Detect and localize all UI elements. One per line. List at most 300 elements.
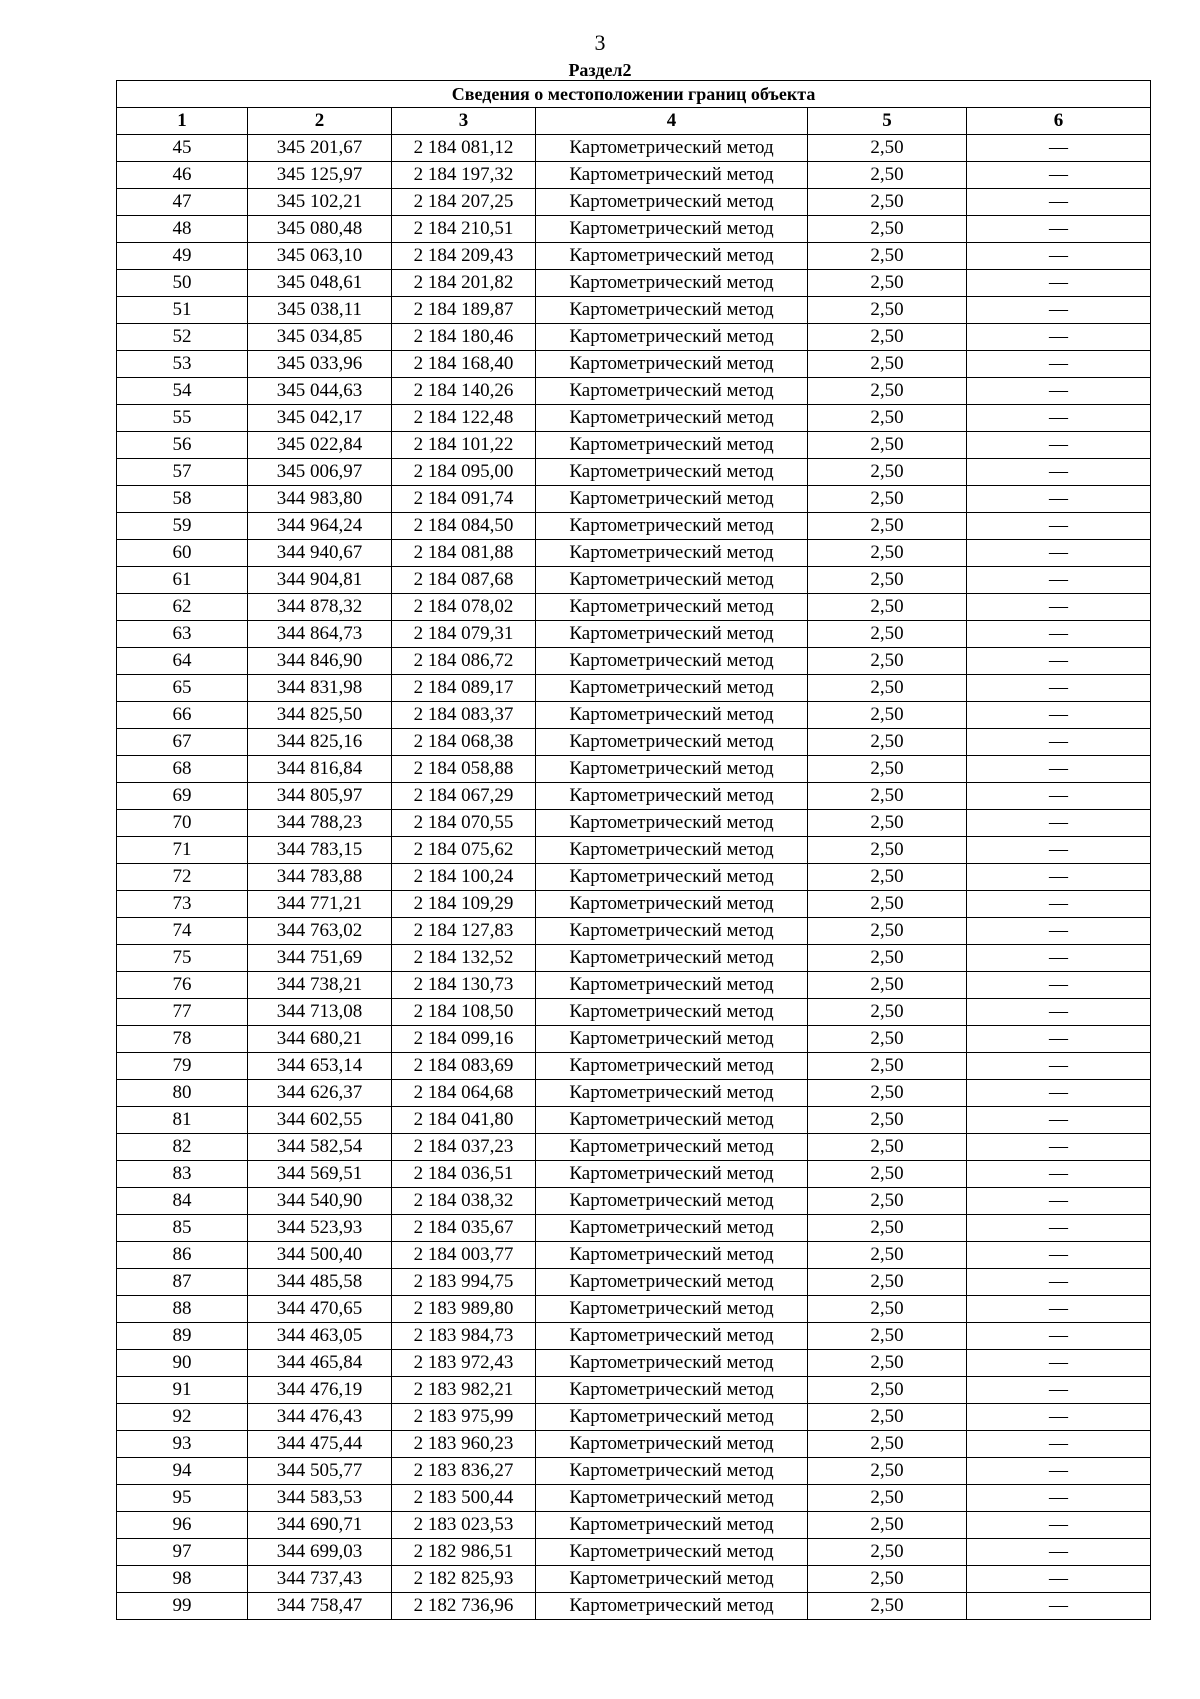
table-row <box>117 1593 1151 1620</box>
table-row <box>117 594 1151 621</box>
description-cell: — <box>967 1215 1151 1242</box>
accuracy-cell: 2,50 <box>808 594 967 621</box>
table-row <box>117 486 1151 513</box>
accuracy-cell: 2,50 <box>808 351 967 378</box>
method-cell: Картометрический метод <box>536 756 808 783</box>
description-cell: — <box>967 648 1151 675</box>
accuracy-cell: 2,50 <box>808 1026 967 1053</box>
method-cell: Картометрический метод <box>536 351 808 378</box>
point-number-cell: 56 <box>117 432 248 459</box>
method-cell: Картометрический метод <box>536 1269 808 1296</box>
section-title: Раздел2 <box>568 60 632 80</box>
x-coordinate-cell: 345 048,61 <box>248 270 392 297</box>
point-number-cell: 61 <box>117 567 248 594</box>
description-cell: — <box>967 1458 1151 1485</box>
x-coordinate-cell: 344 680,21 <box>248 1026 392 1053</box>
x-coordinate-cell: 344 783,15 <box>248 837 392 864</box>
accuracy-cell: 2,50 <box>808 837 967 864</box>
table-body <box>117 135 1151 1620</box>
y-coordinate-cell: 2 184 079,31 <box>392 621 536 648</box>
x-coordinate-cell: 344 485,58 <box>248 1269 392 1296</box>
table-row <box>117 837 1151 864</box>
y-coordinate-cell: 2 184 197,32 <box>392 162 536 189</box>
method-cell: Картометрический метод <box>536 1404 808 1431</box>
point-number-cell: 77 <box>117 999 248 1026</box>
method-cell: Картометрический метод <box>536 1242 808 1269</box>
description-cell: — <box>967 702 1151 729</box>
method-cell: Картометрический метод <box>536 1566 808 1593</box>
accuracy-cell: 2,50 <box>808 297 967 324</box>
y-coordinate-cell: 2 184 058,88 <box>392 756 536 783</box>
method-cell: Картометрический метод <box>536 378 808 405</box>
accuracy-cell: 2,50 <box>808 945 967 972</box>
x-coordinate-cell: 344 940,67 <box>248 540 392 567</box>
description-cell: — <box>967 945 1151 972</box>
point-number-cell: 57 <box>117 459 248 486</box>
table-row <box>117 945 1151 972</box>
point-number-cell: 93 <box>117 1431 248 1458</box>
x-coordinate-cell: 344 846,90 <box>248 648 392 675</box>
x-coordinate-cell: 344 582,54 <box>248 1134 392 1161</box>
accuracy-cell: 2,50 <box>808 1485 967 1512</box>
point-number-cell: 74 <box>117 918 248 945</box>
method-cell: Картометрический метод <box>536 918 808 945</box>
description-cell: — <box>967 837 1151 864</box>
method-cell: Картометрический метод <box>536 972 808 999</box>
table-row <box>117 270 1151 297</box>
method-cell: Картометрический метод <box>536 567 808 594</box>
accuracy-cell: 2,50 <box>808 675 967 702</box>
point-number-cell: 79 <box>117 1053 248 1080</box>
point-number-cell: 67 <box>117 729 248 756</box>
y-coordinate-cell: 2 184 037,23 <box>392 1134 536 1161</box>
y-coordinate-cell: 2 184 089,17 <box>392 675 536 702</box>
y-coordinate-cell: 2 184 081,88 <box>392 540 536 567</box>
y-coordinate-cell: 2 184 083,37 <box>392 702 536 729</box>
y-coordinate-cell: 2 183 989,80 <box>392 1296 536 1323</box>
point-number-cell: 58 <box>117 486 248 513</box>
y-coordinate-cell: 2 182 825,93 <box>392 1566 536 1593</box>
x-coordinate-cell: 344 713,08 <box>248 999 392 1026</box>
method-cell: Картометрический метод <box>536 540 808 567</box>
x-coordinate-cell: 344 569,51 <box>248 1161 392 1188</box>
table-row <box>117 864 1151 891</box>
accuracy-cell: 2,50 <box>808 621 967 648</box>
accuracy-cell: 2,50 <box>808 918 967 945</box>
accuracy-cell: 2,50 <box>808 1431 967 1458</box>
column-header: 4 <box>536 108 808 135</box>
table-row <box>117 1350 1151 1377</box>
accuracy-cell: 2,50 <box>808 513 967 540</box>
x-coordinate-cell: 344 904,81 <box>248 567 392 594</box>
x-coordinate-cell: 344 825,16 <box>248 729 392 756</box>
y-coordinate-cell: 2 184 130,73 <box>392 972 536 999</box>
table-row <box>117 378 1151 405</box>
description-cell: — <box>967 594 1151 621</box>
method-cell: Картометрический метод <box>536 432 808 459</box>
point-number-cell: 50 <box>117 270 248 297</box>
accuracy-cell: 2,50 <box>808 999 967 1026</box>
x-coordinate-cell: 345 063,10 <box>248 243 392 270</box>
description-cell: — <box>967 486 1151 513</box>
x-coordinate-cell: 344 505,77 <box>248 1458 392 1485</box>
accuracy-cell: 2,50 <box>808 1053 967 1080</box>
x-coordinate-cell: 344 476,43 <box>248 1404 392 1431</box>
accuracy-cell: 2,50 <box>808 324 967 351</box>
point-number-cell: 96 <box>117 1512 248 1539</box>
y-coordinate-cell: 2 184 075,62 <box>392 837 536 864</box>
x-coordinate-cell: 345 022,84 <box>248 432 392 459</box>
x-coordinate-cell: 344 805,97 <box>248 783 392 810</box>
y-coordinate-cell: 2 183 975,99 <box>392 1404 536 1431</box>
x-coordinate-cell: 345 080,48 <box>248 216 392 243</box>
description-cell: — <box>967 1296 1151 1323</box>
table-row <box>117 729 1151 756</box>
accuracy-cell: 2,50 <box>808 810 967 837</box>
y-coordinate-cell: 2 184 140,26 <box>392 378 536 405</box>
method-cell: Картометрический метод <box>536 459 808 486</box>
table-row <box>117 999 1151 1026</box>
y-coordinate-cell: 2 184 064,68 <box>392 1080 536 1107</box>
page-number: 3 <box>594 30 606 55</box>
method-cell: Картометрический метод <box>536 1026 808 1053</box>
description-cell: — <box>967 1053 1151 1080</box>
table-row <box>117 621 1151 648</box>
description-cell: — <box>967 378 1151 405</box>
table-row <box>117 1215 1151 1242</box>
table-row <box>117 1242 1151 1269</box>
table-row <box>117 513 1151 540</box>
point-number-cell: 92 <box>117 1404 248 1431</box>
point-number-cell: 71 <box>117 837 248 864</box>
y-coordinate-cell: 2 184 068,38 <box>392 729 536 756</box>
y-coordinate-cell: 2 183 500,44 <box>392 1485 536 1512</box>
description-cell: — <box>967 1404 1151 1431</box>
point-number-cell: 70 <box>117 810 248 837</box>
accuracy-cell: 2,50 <box>808 1296 967 1323</box>
accuracy-cell: 2,50 <box>808 1161 967 1188</box>
method-cell: Картометрический метод <box>536 648 808 675</box>
x-coordinate-cell: 345 038,11 <box>248 297 392 324</box>
description-cell: — <box>967 729 1151 756</box>
point-number-cell: 86 <box>117 1242 248 1269</box>
method-cell: Картометрический метод <box>536 1134 808 1161</box>
y-coordinate-cell: 2 184 207,25 <box>392 189 536 216</box>
description-cell: — <box>967 135 1151 162</box>
description-cell: — <box>967 189 1151 216</box>
accuracy-cell: 2,50 <box>808 783 967 810</box>
y-coordinate-cell: 2 183 972,43 <box>392 1350 536 1377</box>
y-coordinate-cell: 2 183 836,27 <box>392 1458 536 1485</box>
point-number-cell: 88 <box>117 1296 248 1323</box>
method-cell: Картометрический метод <box>536 999 808 1026</box>
column-header: 5 <box>808 108 967 135</box>
accuracy-cell: 2,50 <box>808 1269 967 1296</box>
description-cell: — <box>967 297 1151 324</box>
y-coordinate-cell: 2 184 087,68 <box>392 567 536 594</box>
x-coordinate-cell: 344 751,69 <box>248 945 392 972</box>
table-row <box>117 405 1151 432</box>
y-coordinate-cell: 2 184 109,29 <box>392 891 536 918</box>
description-cell: — <box>967 216 1151 243</box>
description-cell: — <box>967 891 1151 918</box>
y-coordinate-cell: 2 184 127,83 <box>392 918 536 945</box>
x-coordinate-cell: 344 540,90 <box>248 1188 392 1215</box>
description-cell: — <box>967 999 1151 1026</box>
description-cell: — <box>967 621 1151 648</box>
x-coordinate-cell: 345 034,85 <box>248 324 392 351</box>
description-cell: — <box>967 1377 1151 1404</box>
description-cell: — <box>967 1188 1151 1215</box>
x-coordinate-cell: 344 583,53 <box>248 1485 392 1512</box>
method-cell: Картометрический метод <box>536 621 808 648</box>
table-row <box>117 432 1151 459</box>
method-cell: Картометрический метод <box>536 810 808 837</box>
accuracy-cell: 2,50 <box>808 1242 967 1269</box>
method-cell: Картометрический метод <box>536 1593 808 1620</box>
table-row <box>117 1269 1151 1296</box>
y-coordinate-cell: 2 184 003,77 <box>392 1242 536 1269</box>
accuracy-cell: 2,50 <box>808 378 967 405</box>
table-row <box>117 1539 1151 1566</box>
table-row <box>117 567 1151 594</box>
y-coordinate-cell: 2 184 067,29 <box>392 783 536 810</box>
description-cell: — <box>967 324 1151 351</box>
y-coordinate-cell: 2 183 023,53 <box>392 1512 536 1539</box>
x-coordinate-cell: 345 102,21 <box>248 189 392 216</box>
method-cell: Картометрический метод <box>536 837 808 864</box>
table-row <box>117 459 1151 486</box>
y-coordinate-cell: 2 184 108,50 <box>392 999 536 1026</box>
point-number-cell: 66 <box>117 702 248 729</box>
table-row <box>117 1161 1151 1188</box>
x-coordinate-cell: 344 653,14 <box>248 1053 392 1080</box>
accuracy-cell: 2,50 <box>808 486 967 513</box>
description-cell: — <box>967 162 1151 189</box>
accuracy-cell: 2,50 <box>808 1512 967 1539</box>
description-cell: — <box>967 432 1151 459</box>
x-coordinate-cell: 344 737,43 <box>248 1566 392 1593</box>
point-number-cell: 45 <box>117 135 248 162</box>
method-cell: Картометрический метод <box>536 1485 808 1512</box>
method-cell: Картометрический метод <box>536 1431 808 1458</box>
point-number-cell: 75 <box>117 945 248 972</box>
table-row <box>117 891 1151 918</box>
method-cell: Картометрический метод <box>536 243 808 270</box>
accuracy-cell: 2,50 <box>808 270 967 297</box>
description-cell: — <box>967 918 1151 945</box>
method-cell: Картометрический метод <box>536 1539 808 1566</box>
x-coordinate-cell: 344 500,40 <box>248 1242 392 1269</box>
x-coordinate-cell: 344 788,23 <box>248 810 392 837</box>
column-header: 6 <box>967 108 1151 135</box>
description-cell: — <box>967 756 1151 783</box>
accuracy-cell: 2,50 <box>808 1215 967 1242</box>
table-row <box>117 324 1151 351</box>
y-coordinate-cell: 2 184 180,46 <box>392 324 536 351</box>
point-number-cell: 52 <box>117 324 248 351</box>
accuracy-cell: 2,50 <box>808 756 967 783</box>
accuracy-cell: 2,50 <box>808 1593 967 1620</box>
method-cell: Картометрический метод <box>536 162 808 189</box>
table-row <box>117 1377 1151 1404</box>
x-coordinate-cell: 344 626,37 <box>248 1080 392 1107</box>
table-caption-row <box>117 81 1151 108</box>
accuracy-cell: 2,50 <box>808 1323 967 1350</box>
description-cell: — <box>967 1107 1151 1134</box>
table-row <box>117 1566 1151 1593</box>
accuracy-cell: 2,50 <box>808 1188 967 1215</box>
accuracy-cell: 2,50 <box>808 162 967 189</box>
table-row <box>117 756 1151 783</box>
table-row <box>117 1026 1151 1053</box>
table-row <box>117 1134 1151 1161</box>
point-number-cell: 91 <box>117 1377 248 1404</box>
x-coordinate-cell: 344 523,93 <box>248 1215 392 1242</box>
method-cell: Картометрический метод <box>536 702 808 729</box>
accuracy-cell: 2,50 <box>808 216 967 243</box>
x-coordinate-cell: 344 864,73 <box>248 621 392 648</box>
method-cell: Картометрический метод <box>536 216 808 243</box>
point-number-cell: 63 <box>117 621 248 648</box>
y-coordinate-cell: 2 182 736,96 <box>392 1593 536 1620</box>
y-coordinate-cell: 2 184 035,67 <box>392 1215 536 1242</box>
description-cell: — <box>967 459 1151 486</box>
y-coordinate-cell: 2 184 095,00 <box>392 459 536 486</box>
table-row <box>117 1323 1151 1350</box>
boundary-coordinates-table <box>116 80 1151 1620</box>
x-coordinate-cell: 344 825,50 <box>248 702 392 729</box>
accuracy-cell: 2,50 <box>808 729 967 756</box>
point-number-cell: 97 <box>117 1539 248 1566</box>
table-row <box>117 1485 1151 1512</box>
table-caption: Сведения о местоположении границ объекта <box>117 81 1151 108</box>
y-coordinate-cell: 2 184 189,87 <box>392 297 536 324</box>
point-number-cell: 64 <box>117 648 248 675</box>
point-number-cell: 78 <box>117 1026 248 1053</box>
point-number-cell: 72 <box>117 864 248 891</box>
point-number-cell: 60 <box>117 540 248 567</box>
description-cell: — <box>967 1485 1151 1512</box>
description-cell: — <box>967 972 1151 999</box>
description-cell: — <box>967 675 1151 702</box>
table-row <box>117 1296 1151 1323</box>
accuracy-cell: 2,50 <box>808 1107 967 1134</box>
y-coordinate-cell: 2 182 986,51 <box>392 1539 536 1566</box>
table-row <box>117 783 1151 810</box>
method-cell: Картометрический метод <box>536 864 808 891</box>
y-coordinate-cell: 2 184 036,51 <box>392 1161 536 1188</box>
y-coordinate-cell: 2 184 201,82 <box>392 270 536 297</box>
y-coordinate-cell: 2 184 086,72 <box>392 648 536 675</box>
x-coordinate-cell: 344 771,21 <box>248 891 392 918</box>
accuracy-cell: 2,50 <box>808 1134 967 1161</box>
method-cell: Картометрический метод <box>536 513 808 540</box>
table-row <box>117 135 1151 162</box>
method-cell: Картометрический метод <box>536 1377 808 1404</box>
point-number-cell: 87 <box>117 1269 248 1296</box>
table-row <box>117 1107 1151 1134</box>
method-cell: Картометрический метод <box>536 945 808 972</box>
point-number-cell: 47 <box>117 189 248 216</box>
method-cell: Картометрический метод <box>536 1188 808 1215</box>
x-coordinate-cell: 344 699,03 <box>248 1539 392 1566</box>
point-number-cell: 59 <box>117 513 248 540</box>
method-cell: Картометрический метод <box>536 135 808 162</box>
point-number-cell: 46 <box>117 162 248 189</box>
description-cell: — <box>967 864 1151 891</box>
point-number-cell: 82 <box>117 1134 248 1161</box>
y-coordinate-cell: 2 184 041,80 <box>392 1107 536 1134</box>
y-coordinate-cell: 2 183 994,75 <box>392 1269 536 1296</box>
column-header: 2 <box>248 108 392 135</box>
y-coordinate-cell: 2 183 960,23 <box>392 1431 536 1458</box>
description-cell: — <box>967 783 1151 810</box>
description-cell: — <box>967 1026 1151 1053</box>
table-row <box>117 297 1151 324</box>
point-number-cell: 53 <box>117 351 248 378</box>
accuracy-cell: 2,50 <box>808 1539 967 1566</box>
method-cell: Картометрический метод <box>536 486 808 513</box>
y-coordinate-cell: 2 184 099,16 <box>392 1026 536 1053</box>
x-coordinate-cell: 344 816,84 <box>248 756 392 783</box>
method-cell: Картометрический метод <box>536 1215 808 1242</box>
table-row <box>117 351 1151 378</box>
point-number-cell: 80 <box>117 1080 248 1107</box>
method-cell: Картометрический метод <box>536 1323 808 1350</box>
table-row <box>117 1404 1151 1431</box>
method-cell: Картометрический метод <box>536 1080 808 1107</box>
table-row <box>117 972 1151 999</box>
accuracy-cell: 2,50 <box>808 702 967 729</box>
point-number-cell: 62 <box>117 594 248 621</box>
description-cell: — <box>967 1242 1151 1269</box>
table-row <box>117 243 1151 270</box>
description-cell: — <box>967 1593 1151 1620</box>
point-number-cell: 89 <box>117 1323 248 1350</box>
description-cell: — <box>967 1323 1151 1350</box>
point-number-cell: 48 <box>117 216 248 243</box>
accuracy-cell: 2,50 <box>808 405 967 432</box>
method-cell: Картометрический метод <box>536 594 808 621</box>
point-number-cell: 99 <box>117 1593 248 1620</box>
point-number-cell: 76 <box>117 972 248 999</box>
y-coordinate-cell: 2 184 168,40 <box>392 351 536 378</box>
table-row <box>117 1080 1151 1107</box>
method-cell: Картометрический метод <box>536 1512 808 1539</box>
x-coordinate-cell: 344 983,80 <box>248 486 392 513</box>
method-cell: Картометрический метод <box>536 1107 808 1134</box>
method-cell: Картометрический метод <box>536 1296 808 1323</box>
table-row <box>117 540 1151 567</box>
y-coordinate-cell: 2 184 081,12 <box>392 135 536 162</box>
description-cell: — <box>967 1080 1151 1107</box>
x-coordinate-cell: 344 475,44 <box>248 1431 392 1458</box>
description-cell: — <box>967 1161 1151 1188</box>
accuracy-cell: 2,50 <box>808 135 967 162</box>
x-coordinate-cell: 344 476,19 <box>248 1377 392 1404</box>
method-cell: Картометрический метод <box>536 783 808 810</box>
y-coordinate-cell: 2 184 078,02 <box>392 594 536 621</box>
description-cell: — <box>967 567 1151 594</box>
method-cell: Картометрический метод <box>536 297 808 324</box>
accuracy-cell: 2,50 <box>808 1458 967 1485</box>
accuracy-cell: 2,50 <box>808 1404 967 1431</box>
x-coordinate-cell: 344 470,65 <box>248 1296 392 1323</box>
description-cell: — <box>967 1539 1151 1566</box>
point-number-cell: 98 <box>117 1566 248 1593</box>
description-cell: — <box>967 351 1151 378</box>
